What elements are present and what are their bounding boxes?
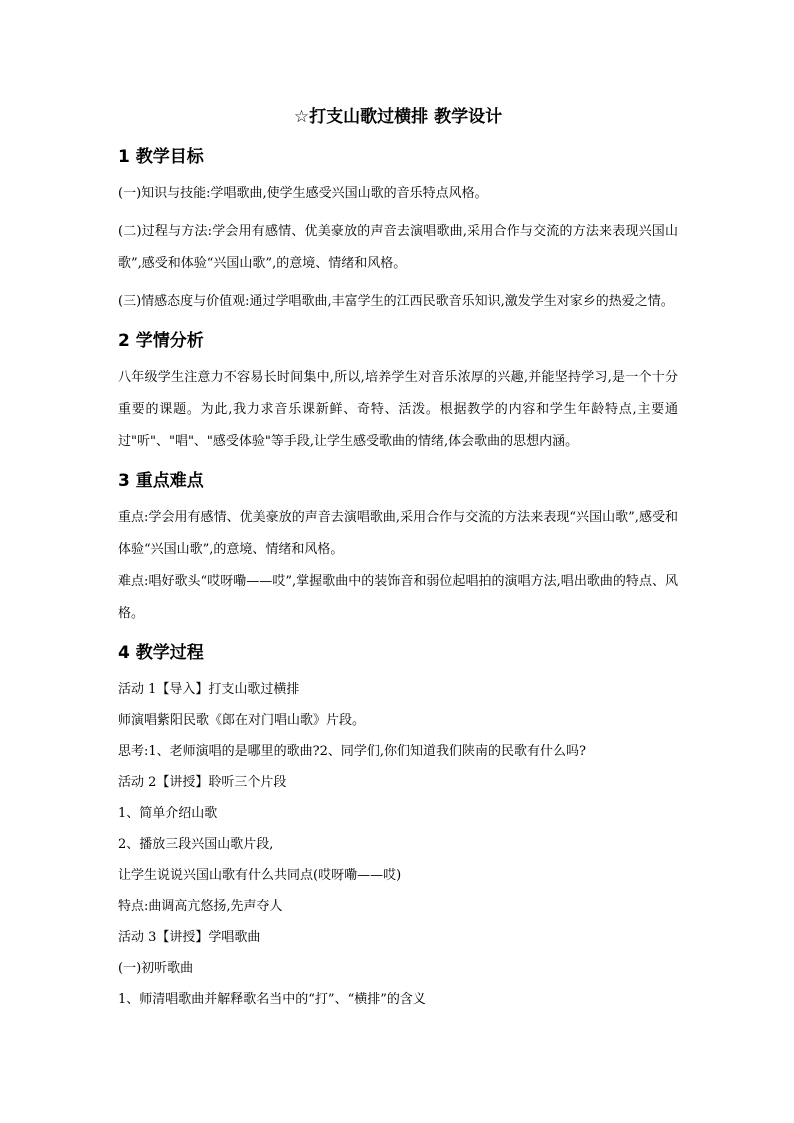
- section-heading: 1 教学目标: [118, 147, 204, 167]
- process-line: 让学生说说兴国山歌有什么共同点(哎呀嘞——哎): [118, 868, 402, 883]
- section-teaching-process: [118, 640, 678, 1015]
- document-title: ☆打支山歌过横排 教学设计: [293, 107, 503, 127]
- paragraph: 八年级学生注意力不容易长时间集中,所以,培养学生对音乐浓厚的兴趣,并能坚持学习,是一个十分重要的课题。为此,我力求音乐课新鲜、奇特、活泼。根据教学的内容和学生年龄特点,主要通过"听"、"唱"、"感受体验"等手段,让学生感受歌曲的情绪,体会歌曲的思想内涵。: [118, 370, 678, 449]
- section-student-analysis: [118, 328, 678, 458]
- paragraph: (三)情感态度与价值观:通过学唱歌曲,丰富学生的江西民歌音乐知识,激发学生对家乡的热爱之情。: [118, 294, 674, 309]
- section-teaching-objectives: [118, 144, 678, 318]
- process-line: (一)初听歌曲: [118, 961, 194, 976]
- paragraph: (二)过程与方法:学会用有感情、优美豪放的声音去演唱歌曲,采用合作与交流的方法来表现兴国山歌”,感受和体验“兴国山歌”,的意境、情绪和风格。: [118, 224, 678, 271]
- process-line: 活动 2【讲授】聆听三个片段: [118, 775, 287, 790]
- process-line: 1、师清唱歌曲并解释歌名当中的“打”、“横排”的含义: [118, 992, 426, 1007]
- document-content: [118, 104, 678, 1025]
- section-key-difficult-points: [118, 468, 678, 630]
- paragraph: 重点:学会用有感情、优美豪放的声音去演唱歌曲,采用合作与交流的方法来表现“兴国山歌”,感受和体验“兴国山歌”,的意境、情绪和风格。: [118, 510, 678, 557]
- paragraph: 难点:唱好歌头“哎呀嘞——哎”,掌握歌曲中的装饰音和弱位起唱拍的演唱方法,唱出歌曲的特点、风格。: [118, 574, 678, 621]
- process-line: 1、简单介绍山歌: [118, 806, 218, 821]
- section-heading: 4 教学过程: [118, 643, 204, 663]
- process-line: 活动 1【导入】打支山歌过横排: [118, 682, 300, 697]
- process-line: 师演唱紫阳民歌《郎在对门唱山歌》片段。: [118, 713, 366, 728]
- process-line: 思考:1、老师演唱的是哪里的歌曲?2、同学们,你们知道我们陕南的民歌有什么吗?: [118, 744, 586, 759]
- process-line: 2、播放三段兴国山歌片段,: [118, 837, 274, 852]
- paragraph: (一)知识与技能:学唱歌曲,使学生感受兴国山歌的音乐特点风格。: [118, 186, 488, 201]
- section-heading: 2 学情分析: [118, 331, 204, 351]
- section-heading: 3 重点难点: [118, 471, 204, 491]
- process-line: 特点:曲调高亢悠扬,先声夺人: [118, 899, 283, 914]
- process-line: 活动 3【讲授】学唱歌曲: [118, 930, 261, 945]
